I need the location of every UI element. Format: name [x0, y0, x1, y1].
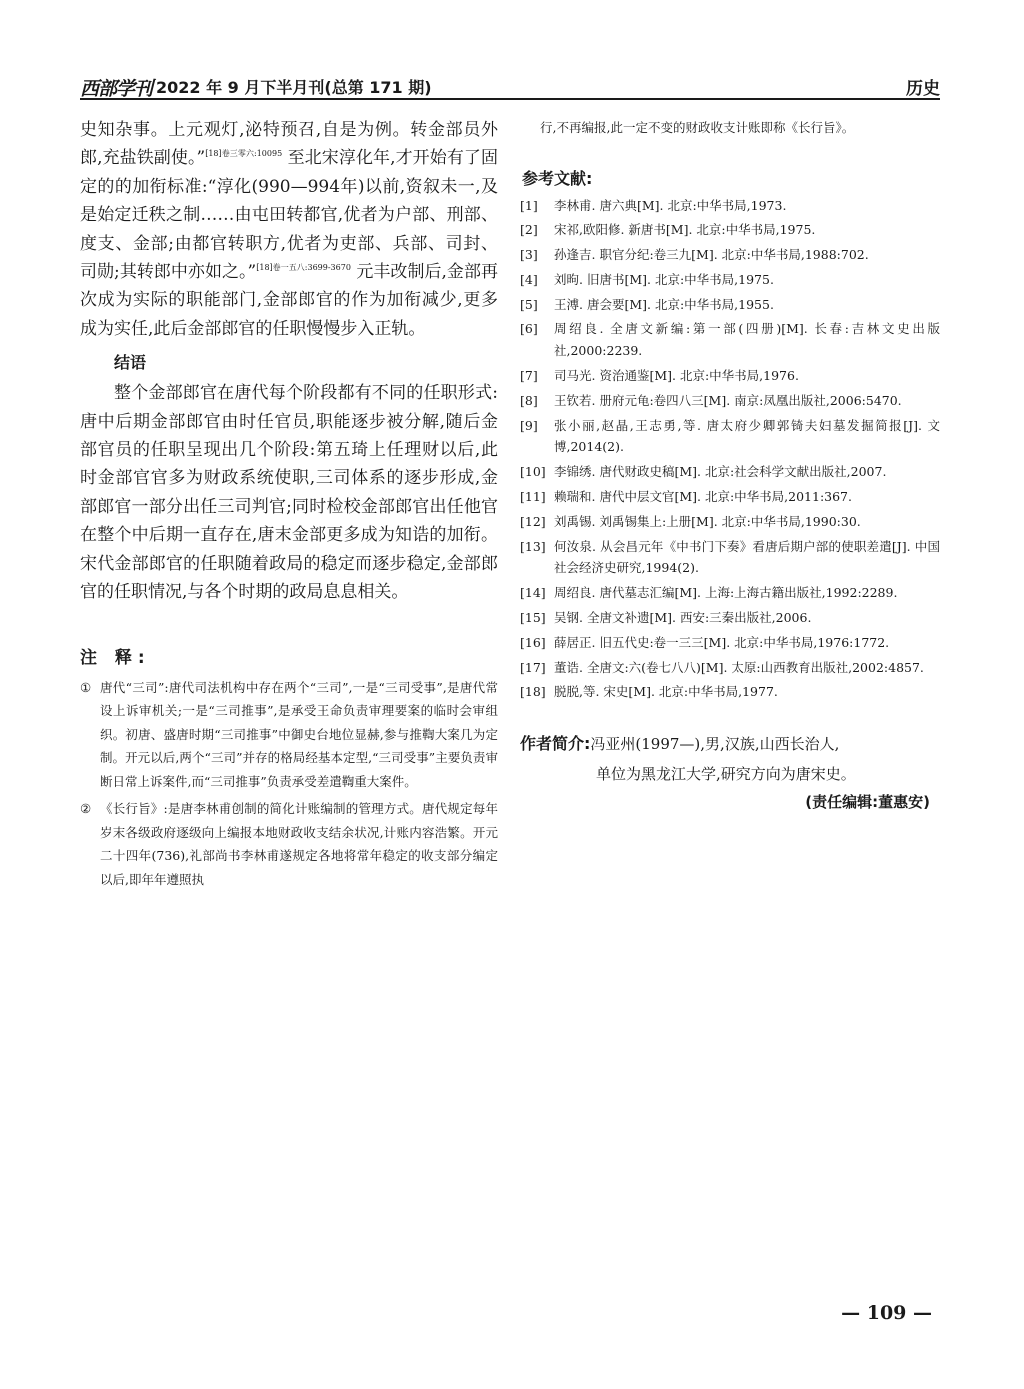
- conclusion-heading: 结语: [114, 353, 147, 373]
- reference-number: [8]: [520, 392, 538, 408]
- reference-text: 刘昫. 旧唐书[M]. 北京:中华书局,1975.: [554, 271, 774, 287]
- reference-number: [5]: [520, 296, 538, 312]
- reference-item: [520, 607, 940, 629]
- reference-number: [15]: [520, 610, 546, 626]
- reference-item: [520, 269, 940, 291]
- reference-text: 王钦若. 册府元龟:卷四八三[M]. 南京:凤凰出版社,2006:5470.: [554, 392, 902, 408]
- note-item: [80, 676, 498, 794]
- reference-number: [9]: [520, 417, 538, 433]
- body-text: 至北宋淳化年,才开始有了固定的的加衔标准:“淳化(990—994年)以前,资叙未一,及是始定迁秩之制……由屯田转都官,优者为户部、刑部、度支、金部;由都官转职方,优者为吏部、兵部、司封、司勋;其转郎中亦如之。”: [80, 148, 498, 283]
- reference-number: [3]: [520, 247, 538, 263]
- reference-number: [6]: [520, 321, 538, 337]
- reference-item: [520, 390, 940, 412]
- reference-text: 董诰. 全唐文:六(卷七八八)[M]. 太原:山西教育出版社,2002:4857.: [554, 659, 924, 675]
- reference-number: [4]: [520, 271, 538, 287]
- reference-number: [11]: [520, 489, 546, 505]
- reference-item: [520, 415, 940, 459]
- reference-item: [520, 486, 940, 508]
- reference-item: [520, 294, 940, 316]
- reference-text: 何汝泉. 从会昌元年《中书门下奏》看唐后期户部的使职差遣[J]. 中国社会经济史研究,1994(2).: [554, 538, 940, 576]
- reference-item: [520, 219, 940, 241]
- citation: [18]卷三零六:10095: [205, 149, 283, 159]
- running-header: [80, 72, 940, 100]
- reference-text: 李林甫. 唐六典[M]. 北京:中华书局,1973.: [554, 197, 787, 213]
- citation: [18]卷一五八:3699-3670: [256, 263, 351, 273]
- body-paragraph: [80, 116, 498, 343]
- issue-info: 2022 年 9 月下半月刊(总第 171 期): [156, 78, 432, 97]
- reference-text: 孙逢吉. 职官分纪:卷三九[M]. 北京:中华书局,1988:702.: [554, 247, 869, 263]
- reference-text: 赖瑞和. 唐代中层文官[M]. 北京:中华书局,2011:367.: [554, 489, 852, 505]
- reference-item: [520, 511, 940, 533]
- reference-text: 王溥. 唐会要[M]. 北京:中华书局,1955.: [554, 296, 774, 312]
- reference-text: 李锦绣. 唐代财政史稿[M]. 北京:社会科学文献出版社,2007.: [554, 464, 887, 480]
- reference-item: [520, 681, 940, 703]
- conclusion-paragraph: 整个金部郎官在唐代每个阶段都有不同的任职形式:唐中后期金部郎官由时任官员,职能逐步被分解,随后金部官员的任职呈现出几个阶段:第五琦上任理财以后,此时金部官官多为财政系统使职,三司体系的逐步形成,金部郎官一部分出任三司判官;同时检校金部郎官出任他官在整个中后期一直存在,唐末金部更多成为知诰的加衔。宋代金部郎官的任职随着政局的稳定而逐步稳定,金部郎官的任职情况,与各个时期的政局息息相关。: [80, 383, 498, 603]
- reference-item: [520, 195, 940, 217]
- reference-item: [520, 318, 940, 362]
- reference-number: [16]: [520, 634, 546, 650]
- reference-item: [520, 244, 940, 266]
- reference-number: [1]: [520, 197, 538, 213]
- journal-logo: 西部学刊: [80, 78, 153, 100]
- author-line: 冯亚州(1997—),男,汉族,山西长治人,: [590, 735, 840, 754]
- note-marker: ①: [80, 679, 92, 695]
- page-number: — 109 —: [841, 1302, 932, 1324]
- reference-item: [520, 536, 940, 580]
- author-line: 单位为黑龙江大学,研究方向为唐宋史。: [596, 765, 856, 784]
- reference-number: [2]: [520, 222, 538, 238]
- reference-number: [18]: [520, 684, 546, 700]
- reference-number: [13]: [520, 538, 546, 554]
- notes-heading: 注 释:: [80, 647, 151, 668]
- editor-credit: (责任编辑:董惠安): [805, 793, 930, 812]
- reference-item: [520, 632, 940, 654]
- reference-number: [14]: [520, 585, 546, 601]
- reference-number: [17]: [520, 659, 546, 675]
- reference-number: [10]: [520, 464, 546, 480]
- reference-text: 周绍良. 全唐文新编:第一部(四册)[M]. 长春:吉林文史出版社,2000:2239.: [554, 321, 940, 359]
- reference-text: 周绍良. 唐代墓志汇编[M]. 上海:上海古籍出版社,1992:2289.: [554, 585, 898, 601]
- reference-text: 刘禹锡. 刘禹锡集上:上册[M]. 北京:中华书局,1990:30.: [554, 513, 861, 529]
- reference-text: 张小丽,赵晶,王志勇,等. 唐太府少卿郭锜夫妇墓发掘简报[J]. 文博,2014(2).: [554, 417, 940, 455]
- references-heading: 参考文献:: [522, 168, 593, 188]
- reference-text: 吴钢. 全唐文补遗[M]. 西安:三秦出版社,2006.: [554, 610, 812, 626]
- left-column: [80, 116, 498, 895]
- author-label: 作者简介:: [520, 734, 591, 754]
- note-item: [80, 797, 498, 891]
- reference-text: 脱脱,等. 宋史[M]. 北京:中华书局,1977.: [554, 684, 778, 700]
- reference-text: 宋祁,欧阳修. 新唐书[M]. 北京:中华书局,1975.: [554, 222, 816, 238]
- body-text: 史知杂事。上元观灯,泌特预召,自是为例。转金部员外郎,充盐铁副使。”: [80, 120, 498, 169]
- section-name: 历史: [906, 79, 940, 99]
- reference-item: [520, 365, 940, 387]
- reference-text: 薛居正. 旧五代史:卷一三三[M]. 北京:中华书局,1976:1772.: [554, 634, 890, 650]
- reference-item: [520, 657, 940, 679]
- reference-number: [12]: [520, 513, 546, 529]
- note-marker: ②: [80, 801, 92, 816]
- reference-item: [520, 582, 940, 604]
- body-text: 元丰改制后,金部再次成为实际的职能部门,金部郎官的作为加衔减少,更多成为实任,此后金部郎官的任职慢慢步入正轨。: [80, 262, 498, 339]
- reference-number: [7]: [520, 368, 538, 384]
- references-list: [520, 195, 940, 704]
- note-text: 《长行旨》:是唐李林甫创制的简化计账编制的管理方式。唐代规定每年岁末各级政府逐级向上编报本地财政收支结余状况,计账内容浩繁。开元二十四年(736),礼部尚书李林甫遂规定各地将常年稳定的收支部分编定以后,即年年遵照执: [100, 801, 498, 887]
- reference-text: 司马光. 资治通鉴[M]. 北京:中华书局,1976.: [554, 368, 799, 384]
- note-continuation: 行,不再编报,此一定不变的财政收支计账即称《长行旨》。: [540, 120, 855, 135]
- right-column: [520, 116, 940, 815]
- reference-item: [520, 461, 940, 483]
- author-bio: [520, 729, 940, 789]
- note-text: 唐代“三司”:唐代司法机构中存在两个“三司”,一是“三司受事”,是唐代常设上诉审机关;一是“三司推事”,是承受王命负责审理要案的临时会审组织。初唐、盛唐时期“三司推事”中御史台地位显赫,参与推鞫大案几为定制。开元以后,两个“三司”并存的格局经基本定型,“三司受事”主要负责审断日常上诉案件,而“三司推事”负责承受差遣鞫重大案件。: [100, 679, 498, 789]
